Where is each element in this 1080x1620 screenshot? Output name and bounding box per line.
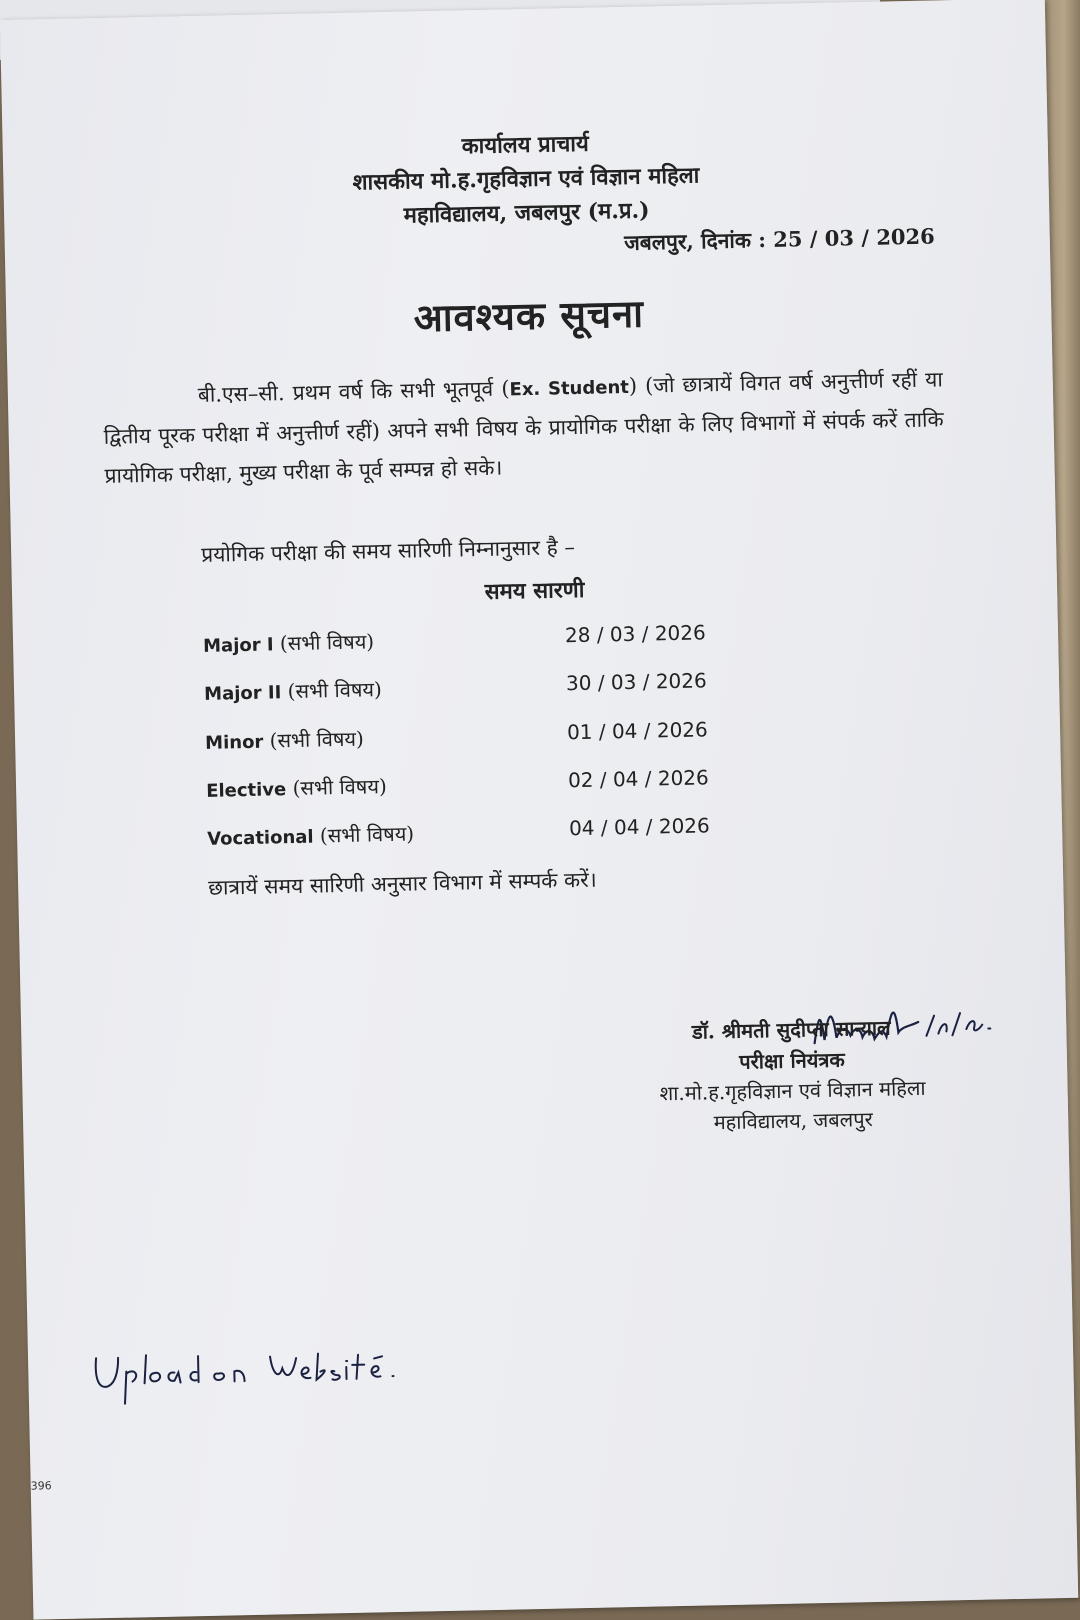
schedule-subject	[204, 675, 382, 706]
signatory-institution: शा.मो.ह.गृहविज्ञान एवं विज्ञान महिला	[659, 1075, 926, 1106]
schedule-subject	[205, 725, 364, 755]
schedule-subject	[206, 772, 387, 803]
subject-note: (सभी विषय)	[319, 821, 415, 848]
signatory-location: महाविद्यालय, जबलपुर	[713, 1106, 873, 1135]
subject-name: Major I	[202, 634, 274, 657]
subject-note: (सभी विषय)	[269, 726, 365, 753]
schedule-title: समय सारणी	[484, 576, 585, 605]
subject-name: Minor	[204, 731, 264, 754]
signatory-role: परीक्षा नियंत्रक	[738, 1047, 845, 1074]
schedule-subject	[203, 627, 375, 658]
subject-note: (सभी विषय)	[279, 629, 375, 656]
notice-title: आवश्यक सूचना	[413, 290, 645, 341]
subject-name: Elective	[205, 779, 287, 802]
closing-instruction: छात्रायें समय सारिणी अनुसार विभाग में सम्पर्क करें।	[207, 867, 597, 900]
notice-paragraph	[103, 360, 945, 496]
college-location: महाविद्यालय, जबलपुर (म.प्र.)	[403, 197, 650, 229]
schedule-row	[207, 812, 768, 864]
schedule-intro: प्रयोगिक परीक्षा की समय सारिणी निम्नानुसार है –	[200, 535, 576, 567]
subject-name: Vocational	[206, 826, 314, 850]
paragraph-bold: Ex. Student	[509, 376, 630, 401]
issue-date: जबलपुर, दिनांक : 25 / 03 / 2026	[623, 223, 935, 255]
schedule-date: 30 / 03 / 2026	[565, 668, 707, 696]
schedule-date: 02 / 04 / 2026	[567, 765, 709, 793]
subject-name: Major II	[203, 682, 282, 705]
signatory-block	[621, 1010, 963, 1139]
schedule-row	[203, 619, 764, 671]
signatory-name: डॉ. श्रीमती सुदीप्ता सान्याल	[691, 1015, 891, 1044]
paragraph-text-2: ) (जो छात्रायें विगत वर्ष अनुत्तीर्ण रहीं या द्वितीय पूरक परीक्षा में अनुत्तीर्ण रहीं) अपने सभी विषय के प्रायोगिक परीक्षा के लिए विभागों में संपर्क करें ताकि प्रायोगिक परीक्षा, मुख्य परीक्षा के पूर्व सम्पन्न हो सके।	[103, 367, 944, 488]
schedule-date: 01 / 04 / 2026	[566, 717, 708, 745]
margin-number: 396	[30, 1479, 52, 1493]
schedule-subject	[207, 820, 414, 851]
office-header: कार्यालय प्राचार्य	[461, 130, 590, 160]
schedule-row	[205, 716, 766, 768]
schedule-date: 28 / 03 / 2026	[564, 620, 706, 648]
subject-note: (सभी विषय)	[292, 774, 387, 801]
handwritten-upload-note	[88, 1332, 419, 1409]
college-name: शासकीय मो.ह.गृहविज्ञान एवं विज्ञान महिला	[352, 162, 700, 196]
paragraph-text-1: बी.एस–सी. प्रथम वर्ष कि सभी भूतपूर्व (	[197, 376, 510, 407]
schedule-row	[206, 764, 767, 816]
schedule-row	[204, 667, 765, 719]
subject-note: (सभी विषय)	[287, 677, 383, 704]
schedule-date: 04 / 04 / 2026	[568, 813, 710, 841]
